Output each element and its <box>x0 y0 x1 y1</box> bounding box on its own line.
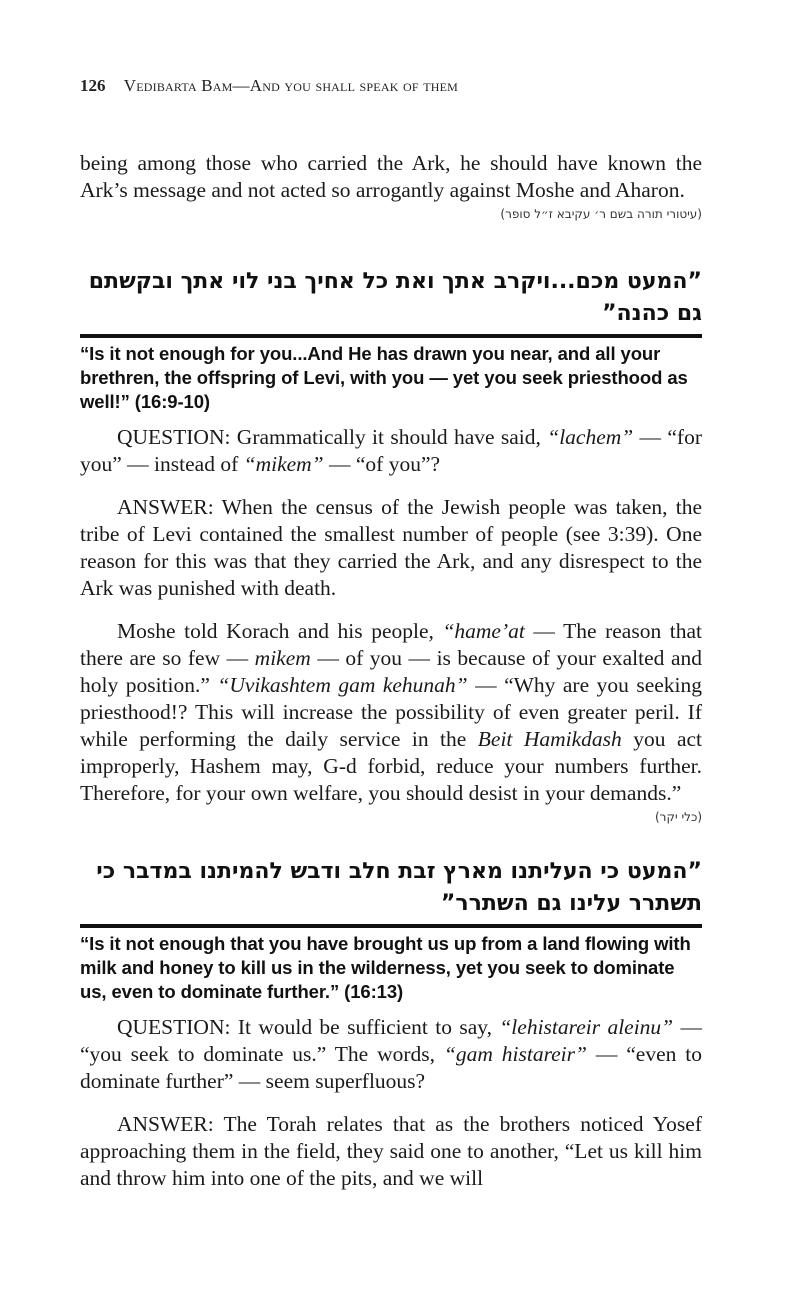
heading-rule <box>80 924 702 928</box>
running-header <box>80 76 702 96</box>
italic-term: “Uvikashtem gam kehunah” <box>217 673 468 697</box>
section-1 <box>80 266 702 825</box>
question-paragraph <box>80 424 702 478</box>
english-heading: “Is it not enough that you have brought us up from a land flowing with milk and honey to kill us in the wilderness, yet you seek to dominate us, even to dominate further.” (16:13) <box>80 933 691 1002</box>
italic-term: “lachem” <box>547 425 634 449</box>
commentary-source: (כלי יקר) <box>655 810 702 824</box>
text-run: — of you — is because of your exalted and holy position.” <box>80 646 702 697</box>
running-title: Vedibarta Bam—And you shall speak of them <box>123 76 459 95</box>
text-run: It would be sufficient to say, <box>230 1015 500 1039</box>
text-run: — “Why are you seeking priesthood!? This will increase the possibility of even greater peril. If while performing the daily service in the <box>80 673 703 751</box>
intro-paragraph: being among those who carried the Ark, he should have known the Ark’s message and not acted so arrogantly against Moshe and Aharon. <box>80 151 702 202</box>
hebrew-heading: ”המעט מכם...ויקרב אתך ואת כל אחיך בני לוי אתך ובקשתם גם כהנה” <box>88 269 702 326</box>
text-run: you act improperly, Hashem may, G-d forbid, reduce your numbers further. Therefore, for your own welfare, you should desist in your demands.” <box>80 727 703 805</box>
page-number: 126 <box>80 76 106 95</box>
intro-block <box>80 150 702 222</box>
answer-label: ANSWER: <box>117 1112 214 1136</box>
commentary-paragraph <box>80 618 702 807</box>
text-run: — “for you” — instead of <box>80 425 702 476</box>
text-run: — The reason that there are so few — <box>80 619 702 670</box>
italic-term: “mikem” <box>243 452 324 476</box>
answer-paragraph <box>80 1111 702 1192</box>
question-paragraph <box>80 1014 702 1095</box>
text-run: — “you seek to dominate us.” The words, <box>80 1015 703 1066</box>
text-run: Grammatically it should have said, <box>230 425 548 449</box>
section-2 <box>80 856 702 1192</box>
text-run: Moshe told Korach and his people, <box>117 619 443 643</box>
text-run: — “of you”? <box>323 452 441 476</box>
question-label: QUESTION: <box>117 425 231 449</box>
intro-source: (עיטורי תורה בשם ר׳ עקיבא ז״ל סופר) <box>500 207 702 221</box>
italic-term: “gam histareir” <box>443 1042 587 1066</box>
italic-term: mikem <box>254 646 311 670</box>
text-run: The Torah relates that as the brothers noticed Yosef approaching them in the field, they said one to another, “Let us kill him and throw him into one of the pits, and we will <box>80 1112 702 1190</box>
text-run: When the census of the Jewish people was taken, the tribe of Levi contained the smallest number of people (see 3:39). One reason for this was that they carried the Ark, and any disrespect to the Ark was punished with death. <box>80 495 702 600</box>
italic-term: “lehistareir aleinu” <box>499 1015 674 1039</box>
answer-paragraph <box>80 494 702 602</box>
answer-label: ANSWER: <box>117 495 214 519</box>
heading-rule <box>80 334 702 338</box>
english-heading: “Is it not enough for you...And He has drawn you near, and all your brethren, the offspring of Levi, with you — yet you seek priesthood as well!” (16:9-10) <box>80 343 688 412</box>
hebrew-heading: ”המעט כי העליתנו מארץ זבת חלב ודבש להמיתנו במדבר כי תשתרר עלינו גם השתרר” <box>96 859 702 916</box>
italic-term: Beit Hamikdash <box>477 727 622 751</box>
question-label: QUESTION: <box>117 1015 231 1039</box>
italic-term: “hame’at <box>442 619 525 643</box>
text-run: — “even to dominate further” — seem superfluous? <box>80 1042 702 1093</box>
